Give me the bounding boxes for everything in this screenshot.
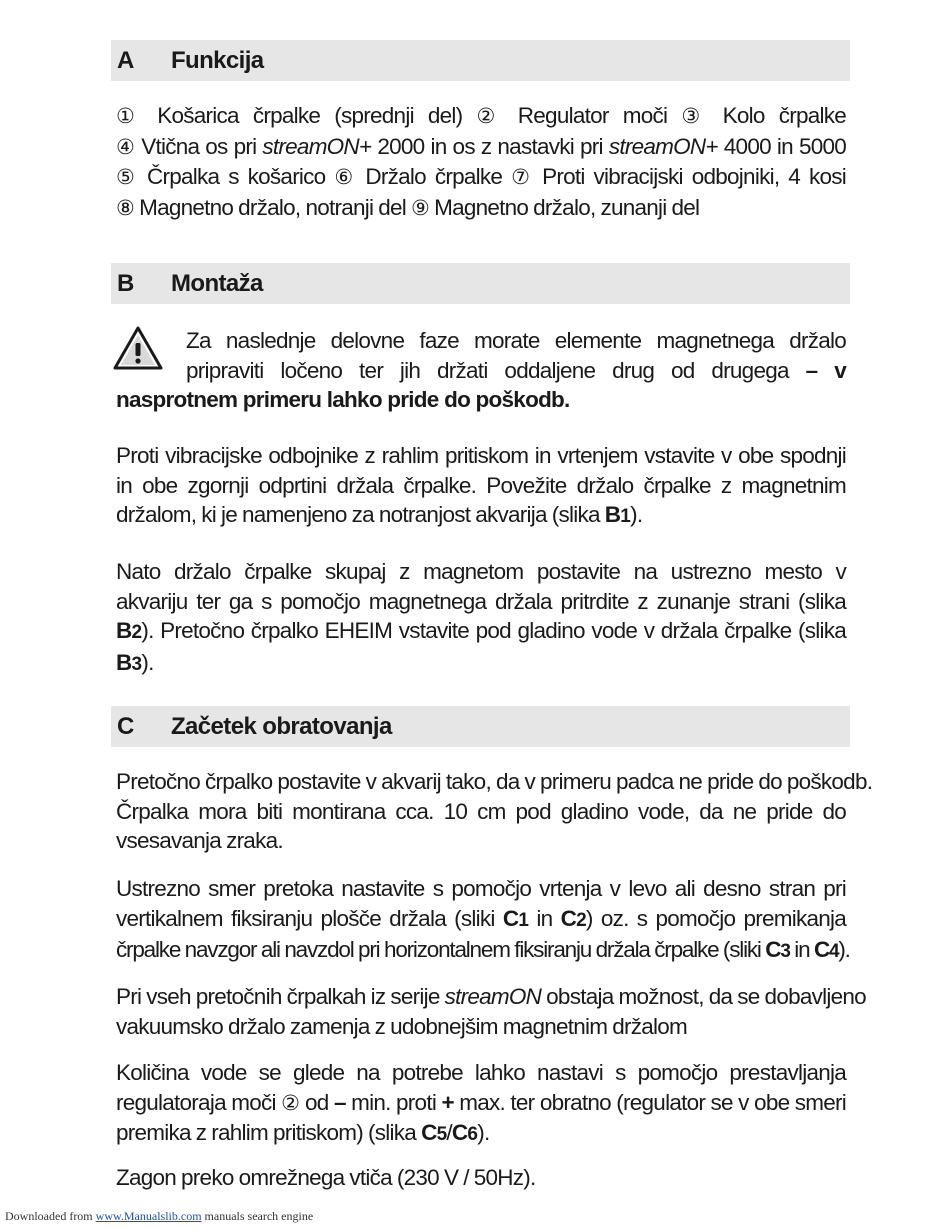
start-paragraph-3: Pri vseh pretočnih črpalkah iz serije streamON obstaja možnost, da se dobavljeno vakuumsko držalo zamenja z udobnejšim magnetnim držalom [116,984,866,1039]
warning-line-3: nasprotnem primeru lahko pride do poškodb. [116,387,570,412]
start-paragraph-2: Ustrezno smer pretoka nastavite s pomočjo vrtenja v levo ali desno stran pri vertikalnem fiksiranju plošče držala (sliki C1 in C2) oz. s pomočjo premikanja črpalke navzgor ali navzdol pri horizontalnem fiksiranju držala črpalke (sliki C3 in C4). [116,876,850,962]
section-letter: B [117,269,134,297]
function-list [116,101,846,223]
section-letter: C [117,712,134,740]
start-paragraph-1: Pretočno črpalko postavite v akvarij tako, da v primeru padca ne pride do poškodb. Črpalka mora biti montirana cca. 10 cm pod gladino vode, da ne pride do vsesavanja zraka. [116,769,873,853]
warning-line-2: pripraviti ločeno ter jih držati oddaljene drug od drugega – v [186,357,846,383]
warning-line-1: Za naslednje delovne faze morate elemente magnetnega držalo [186,328,846,353]
section-letter: A [117,46,134,74]
function-line-3: ⑤ Črpalka s košarico ⑥ Držalo črpalke ⑦ Proti vibracijski odbojniki, 4 kosi [116,164,846,189]
section-title: Začetek obratovanja [171,712,392,740]
section-header-b [111,263,850,304]
montaza-paragraph-2: Nato držalo črpalke skupaj z magnetom postavite na ustrezno mesto v akvariju ter ga s pomočjo magnetnega držala pritrdite z zunanje strani (slika B2). Pretočno črpalko EHEIM vstavite pod gladino vode v držala črpalke (slika B3). [116,559,846,675]
manualslib-link[interactable]: www.Manualslib.com [95,1209,202,1223]
section-header-c [111,706,850,747]
function-line-2: ④ Vtična os pri streamON+ 2000 in os z nastavki pri streamON+ 4000 in 5000 [116,133,847,159]
section-header-a [111,40,850,81]
function-line-4: ⑧ Magnetno držalo, notranji del ⑨ Magnetno držalo, zunanji del [116,194,700,220]
section-title: Funkcija [171,46,264,74]
download-footer: Downloaded from www.Manualslib.com manuals search engine [5,1209,314,1223]
start-paragraph-5: Zagon preko omrežnega vtiča (230 V / 50Hz). [116,1165,536,1190]
section-title: Montaža [171,269,263,297]
start-paragraph-4: Količina vode se glede na potrebe lahko nastavi s pomočjo prestavljanja regulatoraja moči ② od – min. proti + max. ter obratno (regulator se v obe smeri premika z rahlim pritiskom) (slika C5/C6). [116,1060,847,1145]
warning-text [116,326,846,415]
montaza-paragraph-1: Proti vibracijske odbojnike z rahlim pritiskom in vrtenjem vstavite v obe spodnji in obe zgornji odprtini držala črpalke. Povežite držalo črpalke z magnetnim držalom, ki je namenjeno za notranjost akvarija (slika B1). [116,443,846,527]
function-line-1: ① Košarica črpalke (sprednji del) ② Regulator moči ③ Kolo črpalke [116,103,846,128]
